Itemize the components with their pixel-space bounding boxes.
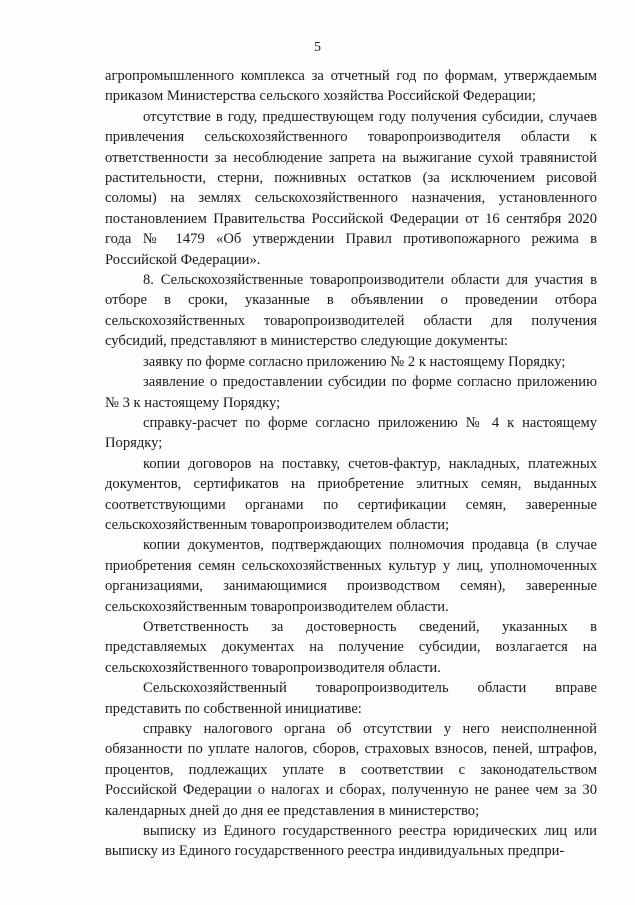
paragraph-own-initiative: Сельскохозяйственный товаропроизводитель области вправе представить по собственной инициативе: xyxy=(105,680,597,717)
paragraph-clause-8: 8. Сельскохозяйственные товаропроизводители области для участия в отборе в сроки, указанные в объявлении о проведении отбора сельскохозяйственных товаропроизводителей области для получения субсидий, представляют в министерство следующие документы: xyxy=(105,272,597,350)
paragraph-subsidy-statement: заявление о предоставлении субсидии по форме согласно приложению № 3 к настоящему Порядку; xyxy=(105,374,597,411)
paragraph-contract-copies: копии договоров на поставку, счетов-фактур, накладных, платежных документов, сертификатов на приобретение элитных семян, выданных соответствующими органами по сертификации семян, заверенные сельскохозяйственным товаропроизводителем области; xyxy=(105,455,597,533)
paragraph-seller-authority: копии документов, подтверждающих полномочия продавца (в случае приобретения семян сельскохозяйственных культур у лиц, уполномоченных организациями, занимающимися производством семян), заверенные сельскохозяйственным товаропроизводителем области. xyxy=(105,537,597,615)
document-body xyxy=(105,66,597,862)
paragraph-application: заявку по форме согласно приложению № 2 к настоящему Порядку; xyxy=(143,353,566,370)
paragraph-registry-extract: выписку из Единого государственного реестра юридических лиц или выписку из Единого государственного реестра индивидуальных предпри- xyxy=(105,823,597,860)
page-number: 5 xyxy=(314,40,321,55)
paragraph-no-violations: отсутствие в году, предшествующем году получения субсидии, случаев привлечения сельскохозяйственного товаропроизводителя области к ответственности за несоблюдение запрета на выжигание сухой травянистой растительности, стерни, пожнивных остатков (за исключением рисовой соломы) на землях сельскохозяйственного назначения, установленного постановлением Правительства Российской Федерации от 16 сентября 2020 года № 1479 «Об утверждении Правил противопожарного режима в Российской Федерации». xyxy=(105,108,597,268)
paragraph-calculation: справку-расчет по форме согласно приложению № 4 к настоящему Порядку; xyxy=(105,414,597,452)
paragraph-responsibility: Ответственность за достоверность сведений, указанных в представляемых документах на получение субсидии, возлагается на сельскохозяйственного товаропроизводителя области. xyxy=(105,618,597,676)
paragraph-tax-certificate: справку налогового органа об отсутствии у него неисполненной обязанности по уплате налогов, сборов, страховых взносов, пеней, штрафов, процентов, подлежащих уплате в соответствии с законодательством Российской Федерации о налогах и сборах, полученную не ранее чем за 30 календарных дней до дня ее представления в министерство; xyxy=(105,721,597,819)
paragraph-continuation: агропромышленного комплекса за отчетный год по формам, утверждаемым приказом Министерства сельского хозяйства Российской Федерации; xyxy=(105,68,597,105)
